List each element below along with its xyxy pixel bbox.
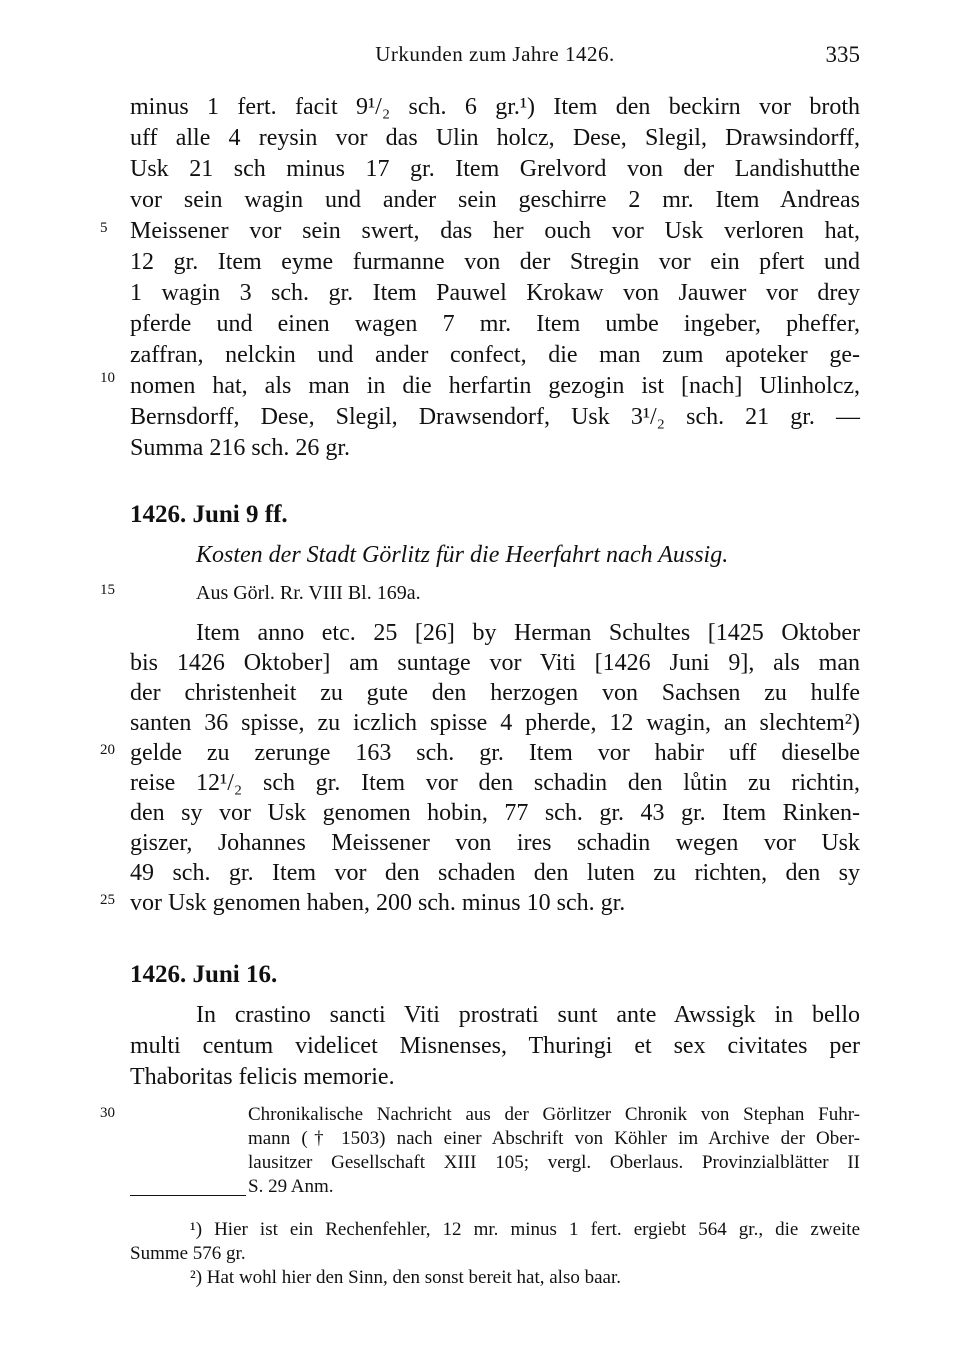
margin-line-number: 30 xyxy=(100,1105,115,1121)
margin-line-number: 10 xyxy=(100,370,115,386)
source-note-line: lausitzer Gesellschaft XIII 105; vergl. Oberlaus. Provinzialblätter II xyxy=(248,1152,860,1173)
running-head xyxy=(130,42,860,72)
text-line: giszer, Johannes Meissener von ires schadin wegen vor Usk xyxy=(130,830,860,856)
footnote-rule xyxy=(130,1195,246,1196)
text-line: vor Usk genomen haben, 200 sch. minus 10 sch. gr. xyxy=(130,890,626,916)
text-line: In crastino sancti Viti prostrati sunt ante Awssigk in bello xyxy=(196,1002,860,1028)
text-line: multi centum videlicet Misnenses, Thuringi et sex civitates per xyxy=(130,1033,860,1059)
text-line: pferde und einen wagen 7 mr. Item umbe ingeber, pheffer, xyxy=(130,311,860,337)
text-line: nomen hat, als man in die herfartin gezogin ist [nach] Ulinholcz, xyxy=(130,373,860,399)
entry-heading: 1426. Juni 9 ff. xyxy=(130,501,288,528)
text-line: Summa 216 sch. 26 gr. xyxy=(130,435,350,461)
source-note-line: mann († 1503) nach einer Abschrift von Köhler im Archive der Ober- xyxy=(248,1128,860,1149)
text-line: bis 1426 Oktober] am suntage vor Viti [1426 Juni 9], als man xyxy=(130,650,860,676)
source-note-line: S. 29 Anm. xyxy=(248,1176,334,1197)
margin-line-number: 5 xyxy=(100,220,108,236)
source-reference: Aus Görl. Rr. VIII Bl. 169a. xyxy=(196,582,421,604)
text-line: vor sein wagin und ander sein geschirre 2 mr. Item Andreas xyxy=(130,187,860,213)
text-line: uff alle 4 reysin vor das Ulin holcz, Dese, Slegil, Drawsindorff, xyxy=(130,125,860,151)
page-number: 335 xyxy=(825,42,860,67)
document-title: Kosten der Stadt Görlitz für die Heerfahrt nach Aussig. xyxy=(196,542,729,568)
text-line: den sy vor Usk genomen hobin, 77 sch. gr. 43 gr. Item Rinken- xyxy=(130,800,860,826)
margin-line-number: 20 xyxy=(100,742,115,758)
margin-line-number: 25 xyxy=(100,892,115,908)
text-line: santen 36 spisse, zu iczlich spisse 4 pherde, 12 wagin, an slechtem²) xyxy=(130,710,860,736)
source-note-line: Chronikalische Nachricht aus der Görlitzer Chronik von Stephan Fuhr- xyxy=(248,1104,860,1125)
entry-heading: 1426. Juni 16. xyxy=(130,961,278,988)
text-line: 49 sch. gr. Item vor den schaden den luten zu richten, den sy xyxy=(130,860,860,886)
footnote-line: ²) Hat wohl hier den Sinn, den sonst bereit hat, also baar. xyxy=(190,1267,621,1288)
text-line: Usk 21 sch minus 17 gr. Item Grelvord von der Landishutthe xyxy=(130,156,860,182)
text-line: minus 1 fert. facit 9¹/₂ sch. 6 gr.¹) Item den beckirn vor broth xyxy=(130,94,860,120)
text-line: Meissener vor sein swert, das her ouch vor Usk verloren hat, xyxy=(130,218,860,244)
text-line: Bernsdorff, Dese, Slegil, Drawsendorf, Usk 3¹/₂ sch. 21 gr. — xyxy=(130,404,860,430)
text-line: gelde zu zerunge 163 sch. gr. Item vor habir uff dieselbe xyxy=(130,740,860,766)
text-line: der christenheit zu gute den herzogen von Sachsen zu hulfe xyxy=(130,680,860,706)
text-line: Item anno etc. 25 [26] by Herman Schultes [1425 Oktober xyxy=(196,620,860,646)
text-line: zaffran, nelckin und ander confect, die man zum apoteker ge- xyxy=(130,342,860,368)
text-line: 1 wagin 3 sch. gr. Item Pauwel Krokaw von Jauwer vor drey xyxy=(130,280,860,306)
footnote-line: Summe 576 gr. xyxy=(130,1243,246,1264)
text-line: reise 12¹/₂ sch gr. Item vor den schadin den lůtin zu richtin, xyxy=(130,770,860,796)
running-title: Urkunden zum Jahre 1426. xyxy=(375,42,615,66)
margin-line-number: 15 xyxy=(100,582,115,598)
footnote-line: ¹) Hier ist ein Rechenfehler, 12 mr. minus 1 fert. ergiebt 564 gr., die zweite xyxy=(190,1219,860,1240)
text-line: 12 gr. Item eyme furmanne von der Stregin vor ein pfert und xyxy=(130,249,860,275)
text-line: Thaboritas felicis memorie. xyxy=(130,1064,395,1090)
